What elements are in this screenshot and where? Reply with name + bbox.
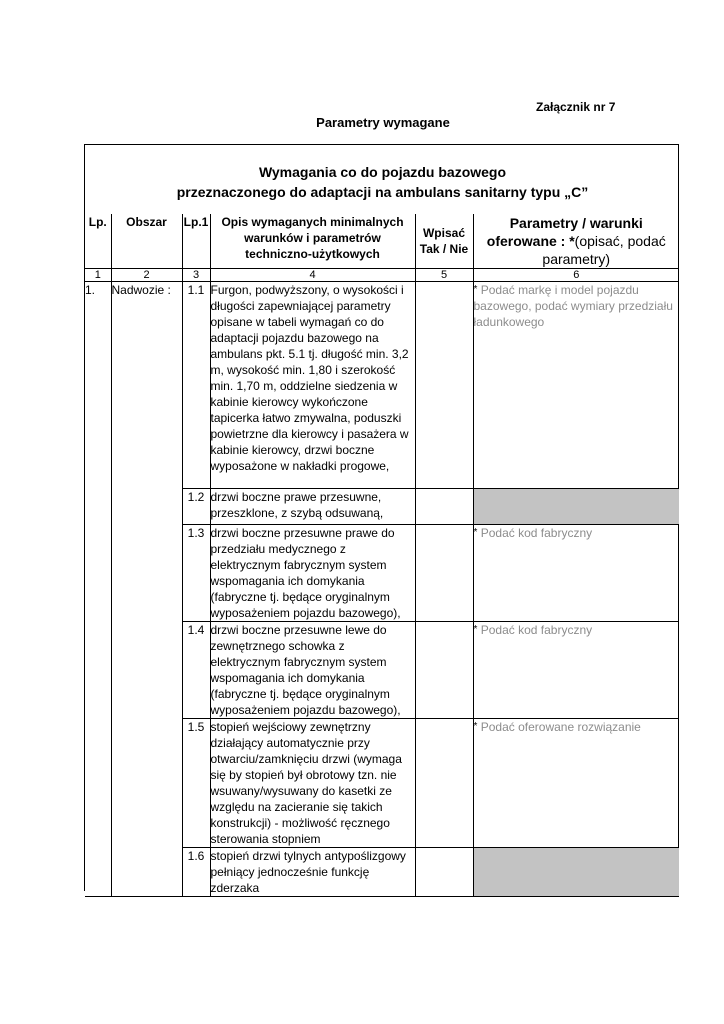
banner-line-1: Wymagania co do pojazdu bazowego [258,164,507,180]
annex-label: Załącznik nr 7 [536,100,616,114]
banner-line-2: przeznaczonego do adaptacji na ambulans sanitarny typu „C” [176,184,589,200]
row-lp1: 1.2 [182,489,210,525]
col-number-1: 1 [85,269,111,282]
row-offered-parameters[interactable] [473,719,679,848]
col-number-2: 2 [111,269,182,282]
header-parametry-normal: (opisać, podać parametry) [542,233,666,267]
row-note: Podać markę i model pojazdu bazowego, podać wymiary przedziału ładunkowego [473,283,673,329]
section-lp: 1. [85,282,111,897]
row-description: drzwi boczne prawe przesuwne, przeszklone, z szybą odsuwaną, [210,489,415,525]
row-description: drzwi boczne przesuwne prawe do przedziału medycznego z elektrycznym fabrycznym system wspomagania ich domykania (fabryczne tj. będące oryginalnym wyposażeniem pojazdu bazowego), [210,525,415,622]
row-answer-cell[interactable] [415,282,473,489]
row-answer-cell[interactable] [415,622,473,719]
asterisk-marker: * [473,624,478,635]
header-opis: Opis wymaganych minimalnych warunków i parametrów techniczno-użytkowych [210,214,415,269]
row-answer-cell[interactable] [415,719,473,848]
row-description: stopień wejściowy zewnętrzny działający automatycznie przy otwarciu/zamknięciu drzwi (wymaga się by stopień był obrotowy tzn. nie wsuwany/wysuwany do kasetki ze względu na zacieranie się takich konstrukcji) - możliwość ręcznego sterowania stopniem [210,719,415,848]
row-lp1: 1.5 [182,719,210,848]
col-number-6: 6 [473,269,679,282]
row-description: Furgon, podwyższony, o wysokości i długości zapewniającej parametry opisane w tabeli wymagań co do adaptacji pojazdu bazowego na ambulans pkt. 5.1 tj. długość min. 3,2 m, wysokość min. 1,80 i szerokość min. 1,70 m, oddzielne siedzenia w kabinie kierowcy wykończone tapicerka łatwo zmywalna, poduszki powietrzne dla kierowcy i pasażera w kabinie kierowcy, drzwi boczne wyposażone w nakładki progowe, [210,282,415,489]
header-lp1: Lp.1 [182,214,210,269]
row-note: Podać kod fabryczny [480,526,593,540]
row-answer-cell[interactable] [415,848,473,897]
header-parametry [473,214,679,269]
section-obszar: Nadwozie : [111,282,182,897]
asterisk-marker: * [473,284,478,295]
table-banner [85,162,680,202]
row-offered-parameters[interactable] [473,622,679,719]
col-number-3: 3 [182,269,210,282]
table-row [85,282,679,489]
header-lp: Lp. [85,214,111,269]
col-number-5: 5 [415,269,473,282]
row-offered-parameters-greyed [473,848,679,897]
row-note: Podać kod fabryczny [480,623,593,637]
document-title: Parametry wymagane [316,115,450,130]
row-lp1: 1.6 [182,848,210,897]
header-row [85,214,679,269]
row-description: drzwi boczne przesuwne lewe do zewnętrznego schowka z elektrycznym fabrycznym system wspomagania ich domykania (fabryczne tj. będące oryginalnym wyposażeniem pojazdu bazowego), [210,622,415,719]
row-lp1: 1.4 [182,622,210,719]
column-number-row [85,269,679,282]
header-wpisac: Wpisać Tak / Nie [415,214,473,269]
row-answer-cell[interactable] [415,489,473,525]
requirements-table [85,214,679,897]
row-lp1: 1.1 [182,282,210,489]
requirements-table-frame [84,144,679,895]
asterisk-marker: * [473,721,478,732]
col-number-4: 4 [210,269,415,282]
row-offered-parameters-greyed [473,489,679,525]
header-parametry-bold: Parametry / warunki oferowane : * [486,215,643,249]
header-obszar: Obszar [111,214,182,269]
row-note: Podać oferowane rozwiązanie [480,720,641,734]
row-offered-parameters[interactable] [473,525,679,622]
row-offered-parameters[interactable] [473,282,679,489]
asterisk-marker: * [473,527,478,538]
row-lp1: 1.3 [182,525,210,622]
row-description: stopień drzwi tylnych antypoślizgowy pełniący jednocześnie funkcję zderzaka [210,848,415,897]
row-answer-cell[interactable] [415,525,473,622]
